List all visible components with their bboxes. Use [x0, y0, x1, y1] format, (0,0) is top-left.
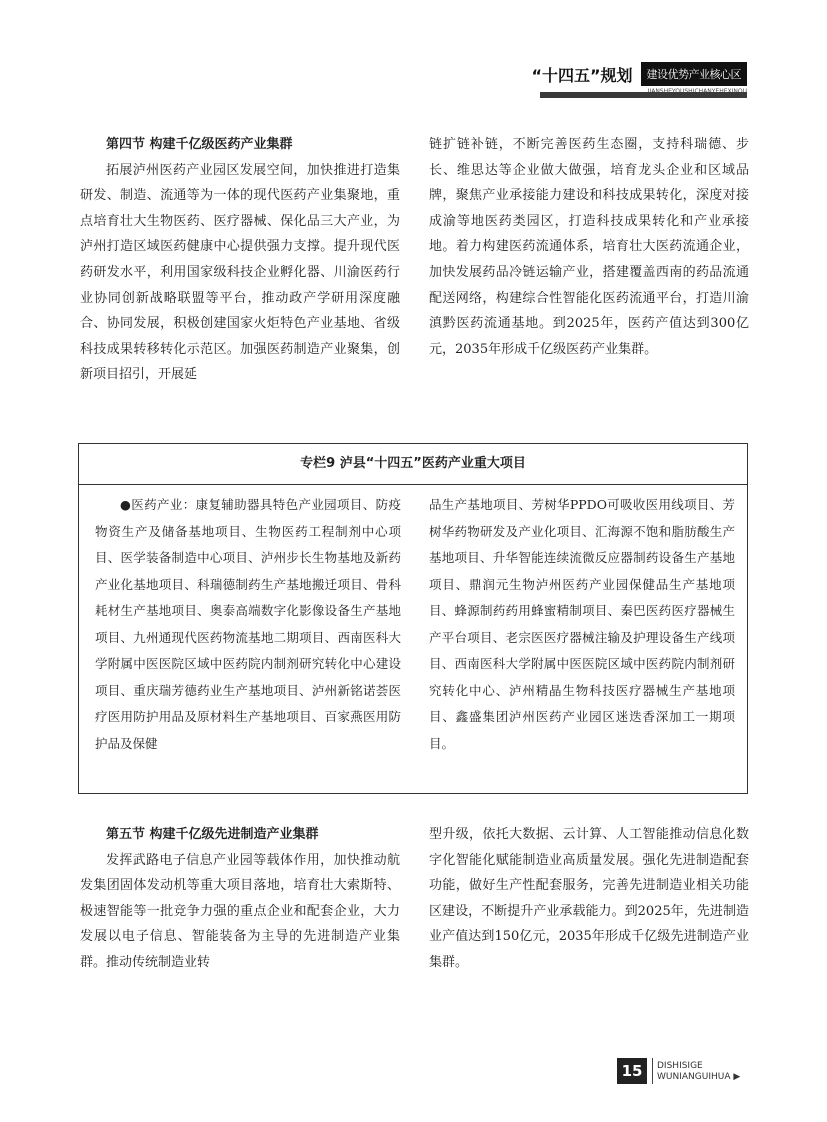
header-title: “十四五”规划 — [531, 65, 633, 85]
section4-right-paragraph: 链扩链补链，不断完善医药生态圈，支持科瑞德、步长、维思达等企业做大做强，培育龙头企业和区域品牌，聚焦产业承接能力建设和科技成果转化，深度对接成渝等地医药类园区，打造科技成果转化和产业承接地。着力构建医药流通体系，培育壮大医药流通企业，加快发展药品冷链运输产业，搭建覆盖西南的药品流通配送网络，构建综合性智能化医药流通平台，打造川渝滇黔医药流通基地。到2025年，医药产值达到300亿元，2035年形成千亿级医药产业集群。 — [429, 137, 749, 357]
header-bar — [540, 92, 747, 98]
box-left-paragraph — [95, 492, 401, 757]
footer-line1: DISHISIGE — [657, 1061, 703, 1071]
section4-left-column — [80, 132, 400, 388]
section5-right-paragraph: 型升级，依托大数据、云计算、人工智能推动信息化数字化智能化赋能制造业高质量发展。强化先进制造配套功能，做好生产性配套服务，完善先进制造业相关功能区建设，不断提升产业承载能力。到2025年，先进制造业产值达到150亿元，2035年形成千亿级先进制造产业集群。 — [429, 827, 749, 970]
section4-heading: 第四节 构建千亿级医药产业集群 — [106, 137, 293, 152]
footer-line2: WUNIANGUIHUA ▶ — [657, 1072, 741, 1082]
box-right-column — [429, 492, 735, 757]
section5-heading: 第五节 构建千亿级先进制造产业集群 — [106, 827, 319, 842]
page-header — [531, 62, 747, 95]
box-left-text: 康复辅助器具特色产业园项目、防疫物资生产及储备基地项目、生物医药工程制剂中心项目、医学装备制造中心项目、泸州步长生物基地及新药产业化基地项目、科瑞德制药生产基地搬迁项目、骨科耗材生产基地项目、奥泰高端数字化影像设备生产基地项目、九州通现代医药物流基地二期项目、西南医科大学附属中医医院区域中医药院内制剂研究转化中心建设项目、重庆瑞芳德药业生产基地项目、泸州新铭诺荟医疗医用防护用品及原材料生产基地项目、百家燕医用防护品及保健 — [95, 497, 401, 751]
section4-right-column — [429, 132, 749, 362]
footer-text — [657, 1061, 740, 1083]
box-right-paragraph: 品生产基地项目、芳树华PPDO可吸收医用线项目、芳树华药物研发及产业化项目、汇海源不饱和脂肪酸生产基地项目、升华智能连续流微反应器制药设备生产基地项目、鼎润元生物泸州医药产业园保健品生产基地项目、蜂源制药药用蜂蜜精制项目、秦巴医药医疗器械生产平台项目、老宗医医疗器械注输及护理设备生产线项目、西南医科大学附属中医医院区域中医药院内制剂研究转化中心、泸州精晶生物科技医疗器械生产基地项目、鑫盛集团泸州医药产业园区迷迭香深加工一期项目。 — [429, 497, 735, 751]
footer-divider — [652, 1058, 653, 1084]
section5-left-column — [80, 822, 400, 976]
project-box — [78, 443, 748, 794]
page-number: 15 — [617, 1058, 647, 1084]
section5-right-column — [429, 822, 749, 976]
box-title: 专栏9 泸县“十四五”医药产业重大项目 — [79, 444, 747, 485]
box-label: ●医药产业： — [120, 497, 196, 512]
section4-left-paragraph: 拓展泸州医药产业园区发展空间，加快推进打造集研发、制造、流通等为一体的现代医药产业集聚地，重点培育壮大生物医药、医疗器械、保化品三大产业，为泸州打造区域医药健康中心提供强力支撑。提升现代医药研发水平，利用国家级科技企业孵化器、川渝医药行业协同创新战略联盟等平台，推动政产学研用深度融合、协同发展，积极创建国家火炬特色产业基地、省级科技成果转移转化示范区。加强医药制造产业聚集，创新项目招引，开展延 — [80, 162, 400, 383]
section5-left-paragraph: 发挥武路电子信息产业园等载体作用，加快推动航发集团固体发动机等重大项目落地，培育壮大索斯特、极速智能等一批竞争力强的重点企业和配套企业，大力发展以电子信息、智能装备为主导的先进制造产业集群。推动传统制造业转 — [80, 852, 400, 970]
header-tag: 建设优势产业核心区 — [641, 62, 748, 86]
box-left-column — [95, 492, 401, 757]
